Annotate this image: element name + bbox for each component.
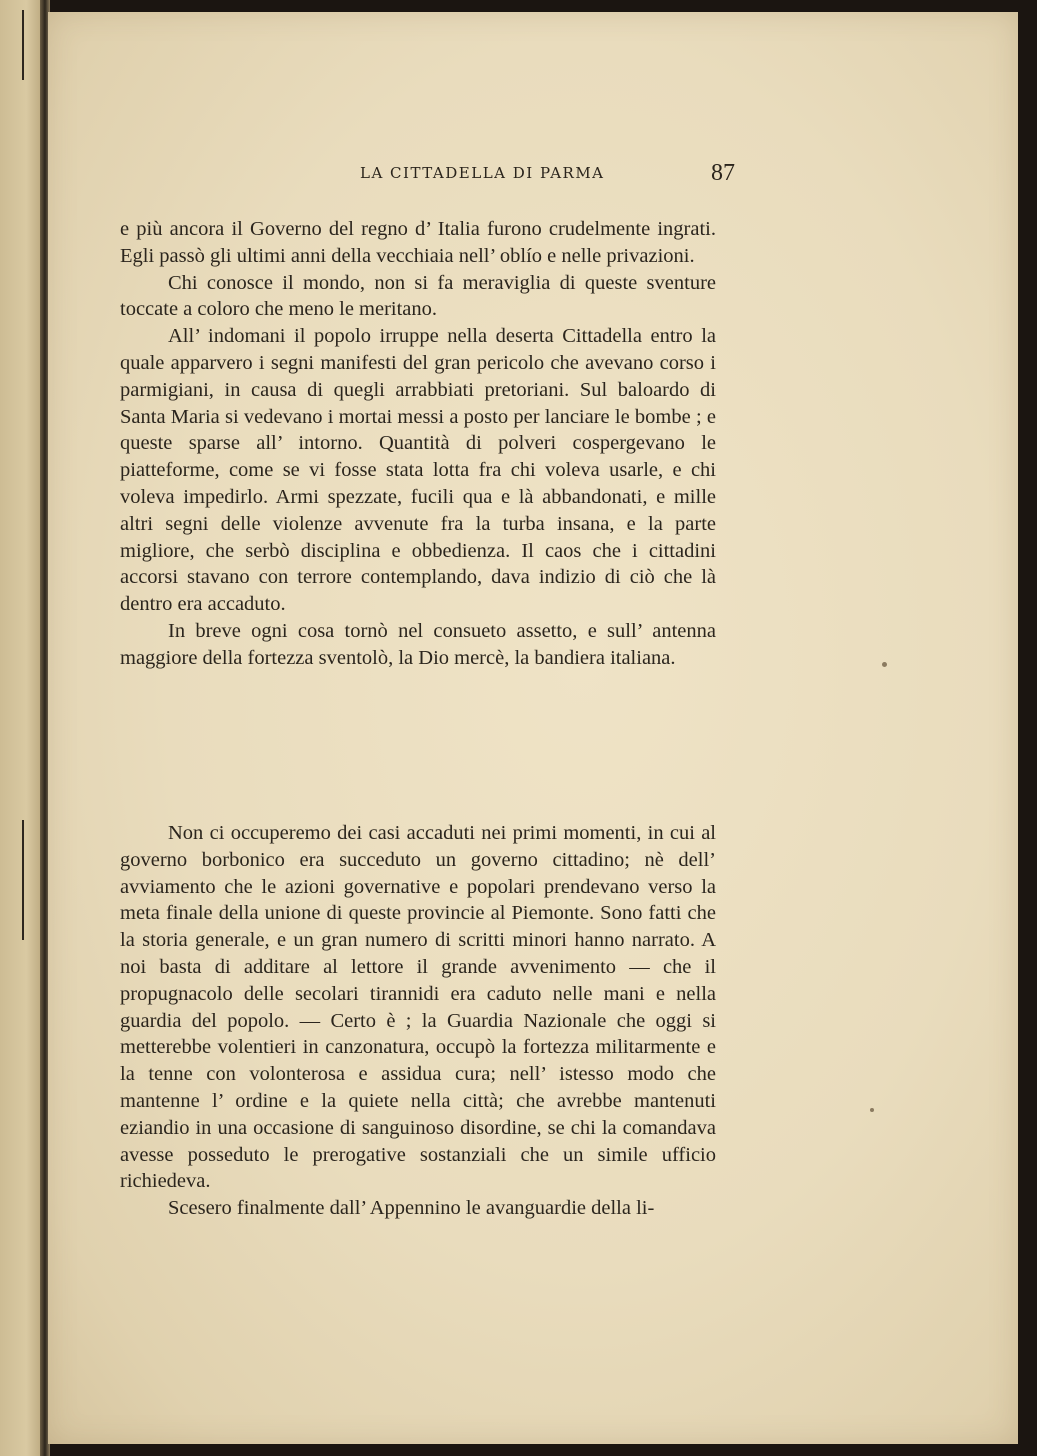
running-head — [120, 160, 735, 190]
paragraph: Non ci occuperemo dei casi accaduti nei primi momenti, in cui al governo borbonico era succeduto un governo cittadino; nè dell’ avviamento che le azioni governative e popolari prendevano verso la meta finale della unione di queste provincie al Piemonte. Sono fatti che la storia generale, e un gran numero di scritti minori hanno narrato. A noi basta di additare al lettore il grande avvenimento — che il propugnacolo delle secolari tirannidi era caduto nelle mani e nella guardia del popolo. — Certo è ; la Guardia Nazionale che oggi si metterebbe volentieri in canzonatura, occupò la fortezza militarmente e la tenne con volonterosa e assidua cura; nell’ istesso modo che mantenne l’ ordine e la quiete nella città; che avrebbe mantenuti eziandio in una occasione di sanguinoso disordine, se chi la comandava avesse posseduto le prerogative sostanziali che un simile ufficio richiedeva. — [120, 822, 716, 1193]
paragraph: Chi conosce il mondo, non si fa meraviglia di queste sventure toccate a coloro che meno le meritano. — [120, 271, 716, 321]
running-title: LA CITTADELLA DI PARMA — [360, 164, 605, 182]
page-number: 87 — [711, 160, 735, 186]
paper-speck — [882, 662, 887, 667]
paragraph: In breve ogni cosa tornò nel consueto assetto, e sull’ antenna maggiore della fortezza sventolò, la Dio mercè, la bandiera italiana. — [120, 619, 716, 669]
margin-mark — [22, 820, 24, 940]
paragraph: All’ indomani il popolo irruppe nella deserta Cittadella entro la quale apparvero i segni manifesti del gran pericolo che avevano corso i parmigiani, in causa di quegli arrabbiati pretoriani. Sul baloardo di Santa Maria si vedevano i mortai messi a posto per lanciare le bombe ; e queste sparse all’ intorno. Quantità di polveri cospergevano le piatteforme, come se vi fosse stata lotta fra chi voleva usarle, e chi voleva impedirlo. Armi spezzate, fucili qua e là abbandonati, e mille altri segni delle violenze avvenute fra la turba insana, e la parte migliore, che serbò disciplina e obbedienza. Il caos che i cittadini accorsi stavano con terrore contemplando, dava indizio di ciò che là dentro era accaduto. — [120, 325, 716, 616]
text-section-2 — [120, 820, 716, 1222]
paragraph: Scesero finalmente dall’ Appennino le avanguardie della li- — [168, 1197, 655, 1220]
paper-speck — [870, 1108, 874, 1112]
paragraph: e più ancora il Governo del regno d’ Italia furono crudelmente ingrati. Egli passò gli ultimi anni della vecchiaia nell’ oblío e nelle privazioni. — [120, 218, 716, 267]
facing-page-edge — [0, 0, 44, 1456]
text-section-1 — [120, 216, 716, 672]
margin-mark — [22, 10, 24, 80]
